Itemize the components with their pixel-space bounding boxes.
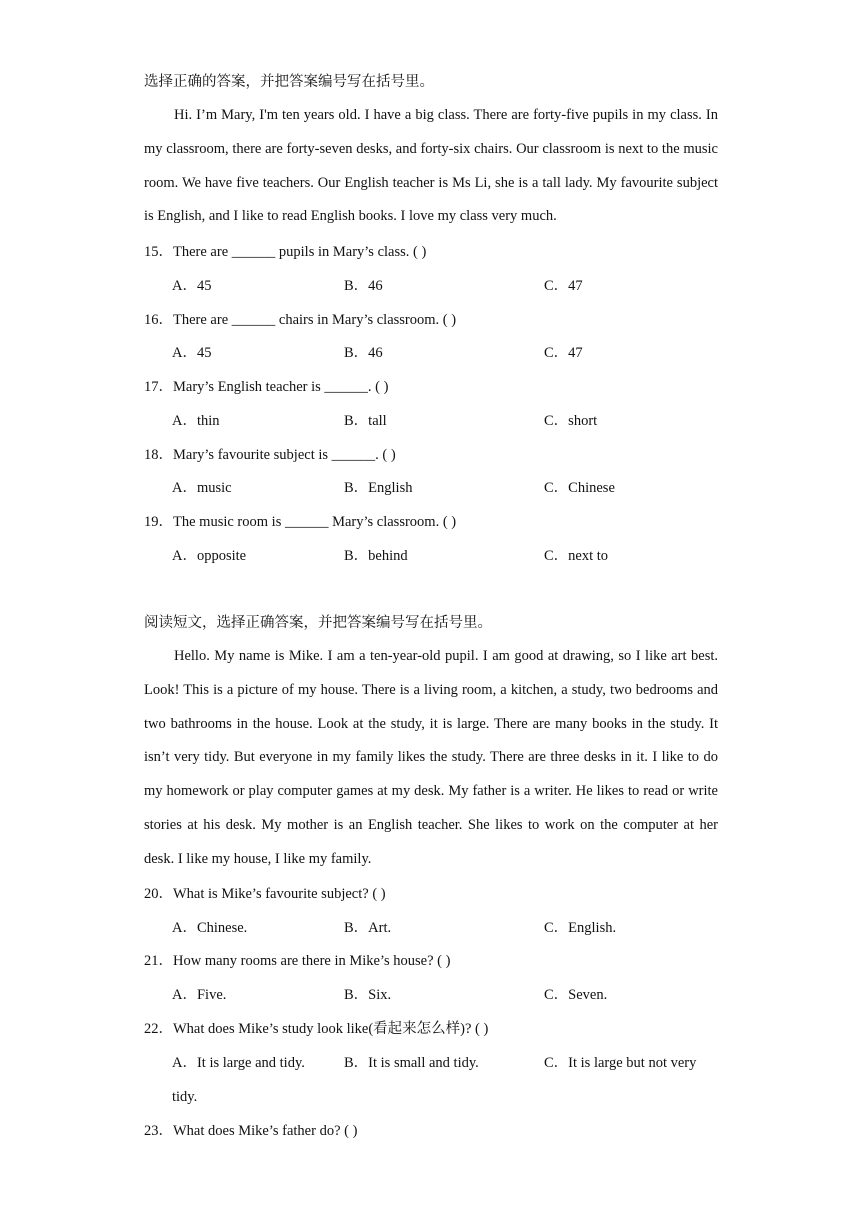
section1-instruction: 选择正确的答案，并把答案编号写在括号里。 — [144, 74, 434, 90]
option-c: C．next to — [544, 548, 609, 564]
question-15: 15．There are ______ pupils in Mary’s class. ( ) — [144, 244, 427, 260]
option-b: B．46 — [344, 345, 383, 361]
section2-instruction: 阅读短文，选择正确答案，并把答案编号写在括号里。 — [144, 615, 492, 631]
option-c: C．It is large but not very — [544, 1055, 697, 1071]
option-b: B．46 — [344, 278, 383, 294]
option-a: A．45 — [172, 345, 212, 361]
question-18: 18．Mary’s favourite subject is ______. ( ) — [144, 447, 396, 463]
question-22-options — [172, 1053, 732, 1073]
question-19: 19．The music room is ______ Mary’s classroom. ( ) — [144, 514, 457, 530]
section2-passage: Hello. My name is Mike. I am a ten-year-old pupil. I am good at drawing, so I like art best. Look! This is a picture of my house. There is a living room, a kitchen, a study, two bedrooms and two bathrooms in the house. Look at the study, it is large. There are many books in the study. It isn’t very tidy. But everyone in my family likes the study. There are three desks in it. I like to do my homework or play computer games at my desk. My father is a writer. He likes to read or write stories at his desk. My mother is an English teacher. She likes to work on the computer at her desk. I like my house, I like my family. — [144, 648, 718, 867]
option-a: A．45 — [172, 278, 212, 294]
question-21: 21．How many rooms are there in Mike’s house? ( ) — [144, 953, 451, 969]
question-17: 17．Mary’s English teacher is ______. ( ) — [144, 379, 389, 395]
option-b: B．behind — [344, 548, 408, 564]
option-a: A．Five. — [172, 987, 227, 1003]
option-c: C．Seven. — [544, 987, 608, 1003]
option-c: C．47 — [544, 278, 583, 294]
option-b: B．English — [344, 480, 413, 496]
question-20-options — [172, 918, 732, 938]
option-b: B．Art. — [344, 920, 392, 936]
option-c: C．short — [544, 413, 598, 429]
question-19-options — [172, 546, 732, 566]
question-22: 22．What does Mike’s study look like(看起来怎么样)? ( ) — [144, 1021, 489, 1037]
option-a: A．thin — [172, 413, 220, 429]
question-21-options — [172, 985, 732, 1005]
option-b: B．Six. — [344, 987, 392, 1003]
option-a: A．opposite — [172, 548, 247, 564]
option-a: A．Chinese. — [172, 920, 248, 936]
option-c: C．47 — [544, 345, 583, 361]
option-c: C．Chinese — [544, 480, 615, 496]
question-16-options — [172, 343, 732, 363]
option-a: A．music — [172, 480, 232, 496]
option-c-continuation: tidy. — [172, 1089, 198, 1105]
option-b: B．It is small and tidy. — [344, 1055, 479, 1071]
option-c: C．English. — [544, 920, 617, 936]
section1-passage: Hi. I’m Mary, I'm ten years old. I have a big class. There are forty-five pupils in my class. In my classroom, there are forty-seven desks, and forty-six chairs. Our classroom is next to the music room. We have five teachers. Our English teacher is Ms Li, she is a tall lady. My favourite subject is English, and I like to read English books. I love my class very much. — [144, 107, 718, 225]
option-a: A．It is large and tidy. — [172, 1055, 305, 1071]
question-23: 23．What does Mike’s father do? ( ) — [144, 1123, 358, 1139]
question-16: 16．There are ______ chairs in Mary’s classroom. ( ) — [144, 312, 457, 328]
option-b: B．tall — [344, 413, 387, 429]
question-15-options — [172, 276, 732, 296]
question-18-options — [172, 478, 732, 498]
question-20: 20．What is Mike’s favourite subject? ( ) — [144, 886, 386, 902]
question-17-options — [172, 411, 732, 431]
